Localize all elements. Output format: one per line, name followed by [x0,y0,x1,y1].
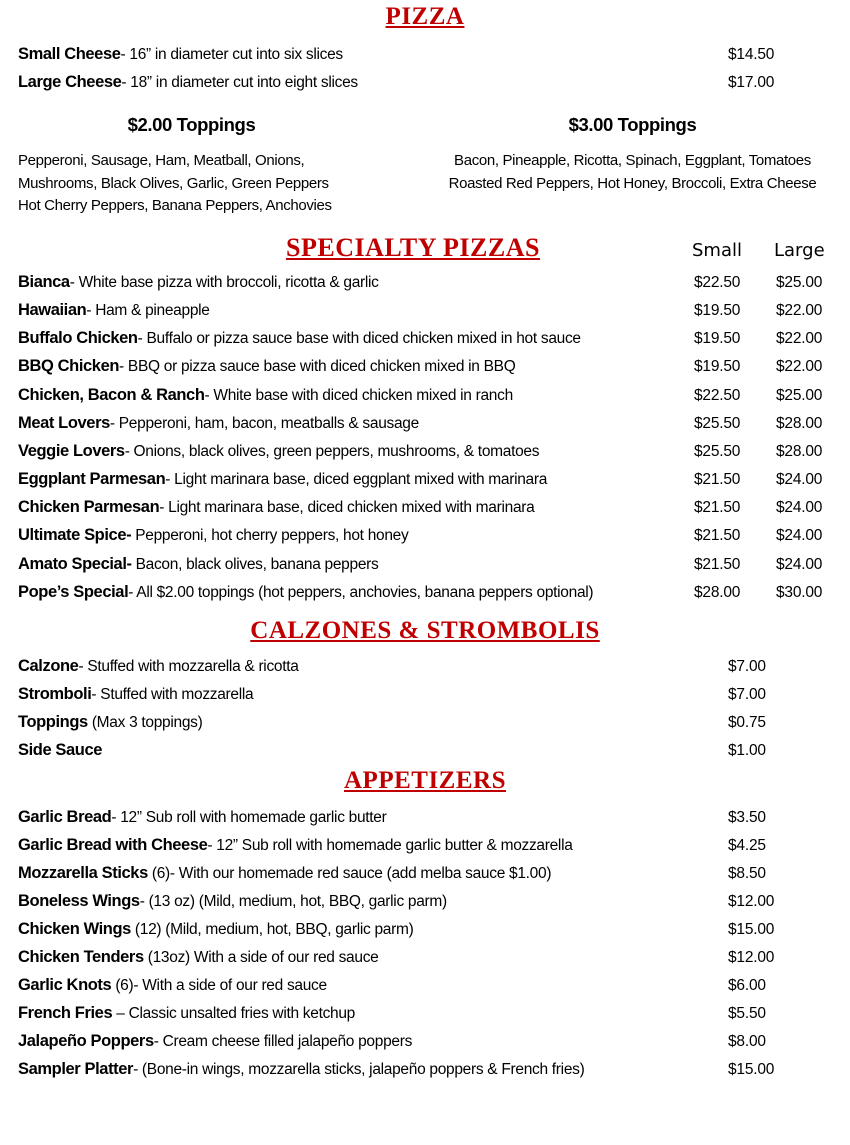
menu-item-description [18,40,716,69]
menu-row [0,708,850,736]
column-header-small: Small [692,239,742,261]
menu-item-name: Bianca [18,272,70,291]
menu-item-description [18,521,688,550]
menu-row [0,736,850,764]
menu-item-description [18,493,688,522]
menu-item-price-small: $28.00 [694,583,741,601]
menu-item-description [18,736,716,765]
menu-item-price-large: $28.00 [776,442,823,460]
menu-item-price-large: $22.00 [776,301,823,319]
menu-item-price-small: $21.50 [694,499,741,517]
menu-item-description [18,296,688,325]
menu-item-price: $8.00 [728,1032,766,1050]
menu-item-name: Hawaiian [18,300,87,319]
menu-item-price-large: $24.00 [776,527,823,545]
menu-item-price: $0.75 [728,714,766,732]
menu-item-detail: - Light marinara base, diced chicken mixed with marinara [159,499,535,517]
menu-item-description [18,680,716,709]
pizza-item-list [0,40,850,96]
menu-item-price-large: $28.00 [776,414,823,432]
menu-item-detail: - Ham & pineapple [86,301,210,319]
toppings-line: Mushrooms, Black Olives, Garlic, Green Peppers [18,174,329,192]
toppings-column-2dollar [6,114,425,218]
menu-item-detail: - Pepperoni, ham, bacon, meatballs & sausage [109,414,419,432]
menu-item-price-small: $21.50 [694,471,741,489]
menu-item-name: Side Sauce [18,741,103,760]
toppings-title: $3.00 Toppings [568,114,697,136]
menu-item-name: Mozzarella Sticks [18,863,148,882]
toppings-column-3dollar [425,114,844,218]
menu-item-detail: – Classic unsalted fries with ketchup [112,1004,355,1022]
section-heading-appetizers: APPETIZERS [344,767,506,795]
calzones-heading-wrap [0,618,850,644]
menu-item-detail: - Light marinara base, diced eggplant mixed with marinara [165,471,548,489]
menu-item-description [18,578,688,607]
menu-item-description [18,550,688,579]
menu-item-description [18,803,716,832]
menu-item-name: Chicken Wings [18,919,131,938]
menu-page [0,4,850,1145]
menu-item-detail: - White base pizza with broccoli, ricotta & garlic [69,273,379,291]
menu-item-description [18,831,716,860]
menu-item-description [18,708,716,737]
menu-item-name: Eggplant Parmesan [18,470,166,489]
menu-item-detail: - (13 oz) (Mild, medium, hot, BBQ, garlic parm) [139,892,447,910]
menu-item-name: Calzone [18,657,79,676]
menu-item-description [18,859,716,888]
menu-item-price: $17.00 [728,74,775,92]
menu-item-detail: Bacon, black olives, banana peppers [131,555,379,573]
menu-item-description [18,465,688,494]
menu-item-detail: - 12” Sub roll with homemade garlic butter & mozzarella [207,836,573,854]
menu-item-description [18,268,688,297]
menu-item-description [18,1055,716,1084]
menu-item-price-small: $25.50 [694,414,741,432]
menu-item-detail: - Onions, black olives, green peppers, mushrooms, & tomatoes [124,442,540,460]
menu-item-description [18,915,716,944]
menu-item-name: Veggie Lovers [18,441,125,460]
menu-row [0,381,850,409]
menu-row [0,409,850,437]
specialty-heading-cell [18,234,688,261]
toppings-line: Roasted Red Peppers, Hot Honey, Broccoli, Extra Cheese [448,174,817,192]
menu-item-detail: (6)- With our homemade red sauce (add melba sauce $1.00) [147,864,552,882]
menu-row [0,68,850,96]
toppings-block [0,114,850,218]
menu-item-price-small: $25.50 [694,442,741,460]
menu-item-detail: - Stuffed with mozzarella & ricotta [78,658,299,676]
menu-item-description [18,887,716,916]
menu-item-detail: - 12” Sub roll with homemade garlic butter [111,808,387,826]
menu-item-detail: - Buffalo or pizza sauce base with diced chicken mixed in hot sauce [137,330,581,348]
menu-row [0,803,850,831]
specialty-item-list [0,268,850,606]
menu-item-description [18,437,688,466]
menu-item-name: Boneless Wings [18,891,140,910]
column-header-large: Large [774,239,825,261]
menu-item-detail: - Cream cheese filled jalapeño poppers [153,1032,413,1050]
menu-item-price: $1.00 [728,742,766,760]
menu-item-name: Chicken, Bacon & Ranch [18,385,205,404]
menu-item-name: Large Cheese [18,73,122,92]
menu-row [0,680,850,708]
appetizers-item-list [0,803,850,1083]
menu-item-description [18,68,716,97]
menu-item-name: Pope’s Special [18,582,129,601]
menu-item-name: Small Cheese [18,45,121,64]
menu-row [0,465,850,493]
toppings-title: $2.00 Toppings [127,114,256,136]
menu-item-price-large: $24.00 [776,555,823,573]
menu-item-price-large: $24.00 [776,471,823,489]
menu-item-price-small: $19.50 [694,358,741,376]
menu-item-name: Sampler Platter [18,1059,134,1078]
menu-item-description [18,943,716,972]
menu-row [0,999,850,1027]
menu-row [0,578,850,606]
menu-item-name: Chicken Tenders [18,947,144,966]
calzones-item-list [0,652,850,764]
menu-item-description [18,652,716,681]
toppings-line: Hot Cherry Peppers, Banana Peppers, Anchovies [18,197,332,215]
menu-row [0,1055,850,1083]
menu-item-description [18,971,716,1000]
menu-row [0,971,850,999]
menu-item-name: Stromboli [18,685,92,704]
menu-item-price-small: $21.50 [694,555,741,573]
menu-item-price-small: $22.50 [694,386,741,404]
menu-row [0,943,850,971]
menu-item-detail: - 16” in diameter cut into six slices [120,46,343,64]
menu-row [0,352,850,380]
menu-item-description [18,381,688,410]
menu-item-price: $14.50 [728,46,775,64]
menu-item-price: $15.00 [728,920,775,938]
menu-item-price: $4.25 [728,836,766,854]
menu-item-price-large: $25.00 [776,273,823,291]
menu-item-detail: - White base with diced chicken mixed in ranch [204,386,513,404]
menu-row [0,437,850,465]
section-heading-specialty-pizzas: SPECIALTY PIZZAS [286,233,540,263]
menu-item-name: Chicken Parmesan [18,498,160,517]
menu-item-description [18,324,688,353]
menu-item-name: Ultimate Spice- [18,526,132,545]
section-heading-calzones-strombolis: CALZONES & STROMBOLIS [250,617,600,644]
menu-item-price-large: $22.00 [776,330,823,348]
menu-row [0,296,850,324]
menu-item-price: $12.00 [728,892,775,910]
menu-item-price: $7.00 [728,686,766,704]
menu-item-detail: - All $2.00 toppings (hot peppers, anchovies, banana peppers optional) [128,583,594,601]
menu-item-price-large: $24.00 [776,499,823,517]
menu-item-name: Garlic Bread with Cheese [18,835,208,854]
menu-item-name: Toppings [18,713,88,732]
menu-row [0,1027,850,1055]
menu-row [0,268,850,296]
menu-item-price-large: $30.00 [776,583,823,601]
menu-item-price: $15.00 [728,1060,775,1078]
menu-item-detail: - 18” in diameter cut into eight slices [121,74,358,92]
menu-item-detail: (6)- With a side of our red sauce [111,976,327,994]
menu-item-price: $5.50 [728,1004,766,1022]
menu-item-detail: - (Bone-in wings, mozzarella sticks, jalapeño poppers & French fries) [133,1060,585,1078]
menu-item-detail: - BBQ or pizza sauce base with diced chicken mixed in BBQ [119,358,516,376]
menu-item-name: French Fries [18,1003,113,1022]
toppings-line: Pepperoni, Sausage, Ham, Meatball, Onions, [18,152,305,170]
menu-item-description [18,999,716,1028]
menu-item-price-small: $19.50 [694,301,741,319]
menu-item-price: $3.50 [728,808,766,826]
menu-item-price-large: $22.00 [776,358,823,376]
menu-item-detail: (13oz) With a side of our red sauce [143,948,379,966]
appetizers-heading-wrap [0,768,850,794]
menu-row [0,324,850,352]
menu-item-detail: - Stuffed with mozzarella [91,686,254,704]
menu-item-name: Buffalo Chicken [18,329,138,348]
menu-row [0,831,850,859]
menu-item-price-large: $25.00 [776,386,823,404]
menu-item-description [18,1027,716,1056]
menu-row [0,550,850,578]
menu-item-detail: (Max 3 toppings) [87,714,203,732]
menu-item-price: $8.50 [728,864,766,882]
menu-row [0,915,850,943]
menu-item-name: Jalapeño Poppers [18,1031,154,1050]
menu-item-name: Garlic Knots [18,975,112,994]
menu-row [0,859,850,887]
menu-row [0,493,850,521]
menu-item-price: $7.00 [728,658,766,676]
menu-item-price: $12.00 [728,948,775,966]
menu-item-price: $6.00 [728,976,766,994]
menu-item-description [18,352,688,381]
menu-item-detail: (12) (Mild, medium, hot, BBQ, garlic parm) [130,920,414,938]
menu-item-price-small: $21.50 [694,527,741,545]
menu-item-description [18,409,688,438]
menu-item-name: Amato Special- [18,554,132,573]
menu-item-name: Garlic Bread [18,807,112,826]
menu-item-price-small: $22.50 [694,273,741,291]
menu-item-name: Meat Lovers [18,413,110,432]
menu-row [0,652,850,680]
section-heading-pizza: PIZZA [385,3,465,30]
toppings-line: Bacon, Pineapple, Ricotta, Spinach, Eggplant, Tomatoes [454,152,811,170]
menu-item-detail: Pepperoni, hot cherry peppers, hot honey [131,527,409,545]
menu-item-name: BBQ Chicken [18,357,120,376]
menu-row [0,521,850,549]
specialty-header-row [0,228,850,262]
menu-row [0,40,850,68]
menu-row [0,887,850,915]
menu-item-price-small: $19.50 [694,330,741,348]
